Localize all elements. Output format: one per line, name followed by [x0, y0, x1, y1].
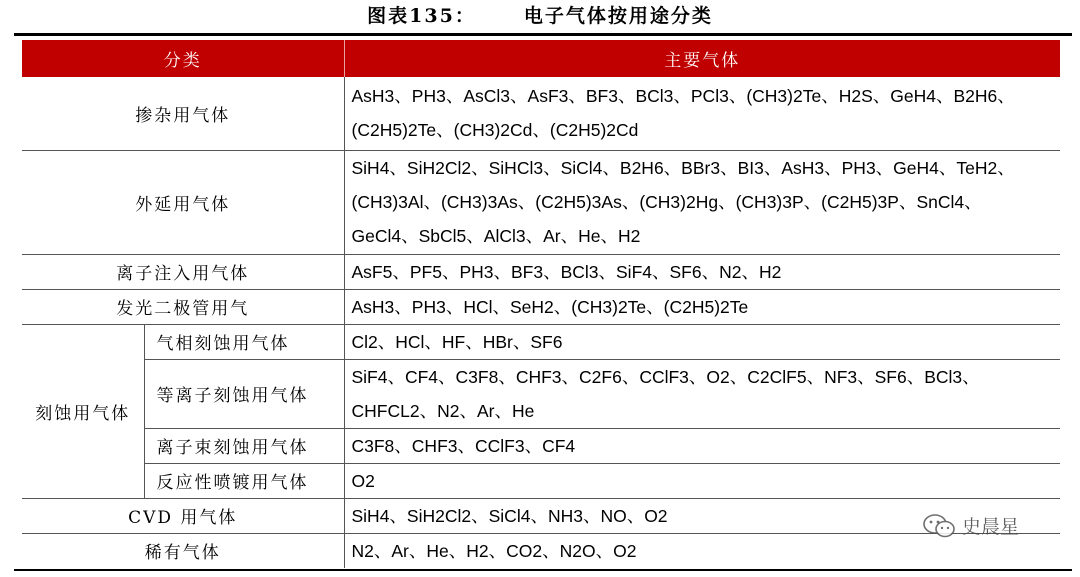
gases-cell: SiH4、SiH2Cl2、SiCl4、NH3、NO、O2: [344, 498, 1060, 533]
table-row: [22, 533, 1060, 568]
watermark-text: 史晨星: [962, 516, 1020, 538]
watermark: [922, 512, 1019, 539]
gases-cell: O2: [344, 463, 1060, 498]
bottom-rule: [14, 569, 1072, 571]
figure-caption: 电子气体按用途分类: [523, 5, 713, 27]
category-cell: 掺杂用气体: [22, 77, 344, 150]
category-cell: CVD 用气体: [22, 498, 344, 533]
category-cell: 外延用气体: [22, 150, 344, 254]
subcategory-cell: 等离子刻蚀用气体: [144, 359, 344, 428]
table-row: [22, 289, 1060, 324]
gases-cell: N2、Ar、He、H2、CO2、N2O、O2: [351, 540, 637, 561]
gases-cell: [344, 77, 1060, 150]
category-cell: 发光二极管用气: [22, 289, 344, 324]
gas-classification-table: [22, 40, 1060, 568]
gases-line: AsH3、PH3、AsCl3、AsF3、BF3、BCl3、PCl3、(CH3)2Te、H2S、GeH4、B2H6、: [351, 86, 1015, 107]
table-row: [22, 254, 1060, 289]
gases-cell: [344, 359, 1060, 428]
subcategory-cell: 离子束刻蚀用气体: [144, 428, 344, 463]
gases-line: SiF4、CF4、C3F8、CHF3、C2F6、CClF3、O2、C2ClF5、NF3、SF6、BCl3、: [351, 366, 980, 387]
gases-cell: [344, 150, 1060, 254]
category-cell: 稀有气体: [22, 533, 344, 568]
figure-title: [0, 2, 1080, 30]
category-cell: 刻蚀用气体: [22, 324, 144, 498]
figure-number: 图表135：: [367, 5, 476, 27]
wechat-icon: [922, 513, 956, 539]
table-row: [22, 498, 1060, 533]
table-row: [22, 359, 1060, 428]
category-cell: 离子注入用气体: [22, 254, 344, 289]
gases-line: SiH4、SiH2Cl2、SiHCl3、SiCl4、B2H6、BBr3、BI3、AsH3、PH3、GeH4、TeH2、: [351, 158, 1015, 178]
header-row: [22, 40, 1060, 77]
table-row: [22, 428, 1060, 463]
gases-line: CHFCL2、N2、Ar、He: [351, 400, 535, 421]
gases-cell: C3F8、CHF3、CClF3、CF4: [344, 428, 1060, 463]
subcategory-cell: 气相刻蚀用气体: [144, 324, 344, 359]
gases-cell: AsH3、PH3、HCl、SeH2、(CH3)2Te、(C2H5)2Te: [344, 289, 1060, 324]
table-row: [22, 150, 1060, 254]
table-row: [22, 324, 1060, 359]
top-rule: [14, 33, 1072, 36]
gases-cell: Cl2、HCl、HF、HBr、SF6: [344, 324, 1060, 359]
table-row: [22, 77, 1060, 150]
header-main-gases: 主要气体: [344, 40, 1060, 77]
table-row: [22, 463, 1060, 498]
gases-line: (CH3)3Al、(CH3)3As、(C2H5)3As、(CH3)2Hg、(CH3)3P、(C2H5)3P、SnCl4、: [351, 192, 982, 212]
header-category: 分类: [22, 40, 344, 77]
gases-line: GeCl4、SbCl5、AlCl3、Ar、He、H2: [351, 226, 641, 246]
subcategory-cell: 反应性喷镀用气体: [144, 463, 344, 498]
gases-line: (C2H5)2Te、(CH3)2Cd、(C2H5)2Cd: [351, 120, 639, 141]
gases-cell: AsF5、PF5、PH3、BF3、BCl3、SiF4、SF6、N2、H2: [344, 254, 1060, 289]
